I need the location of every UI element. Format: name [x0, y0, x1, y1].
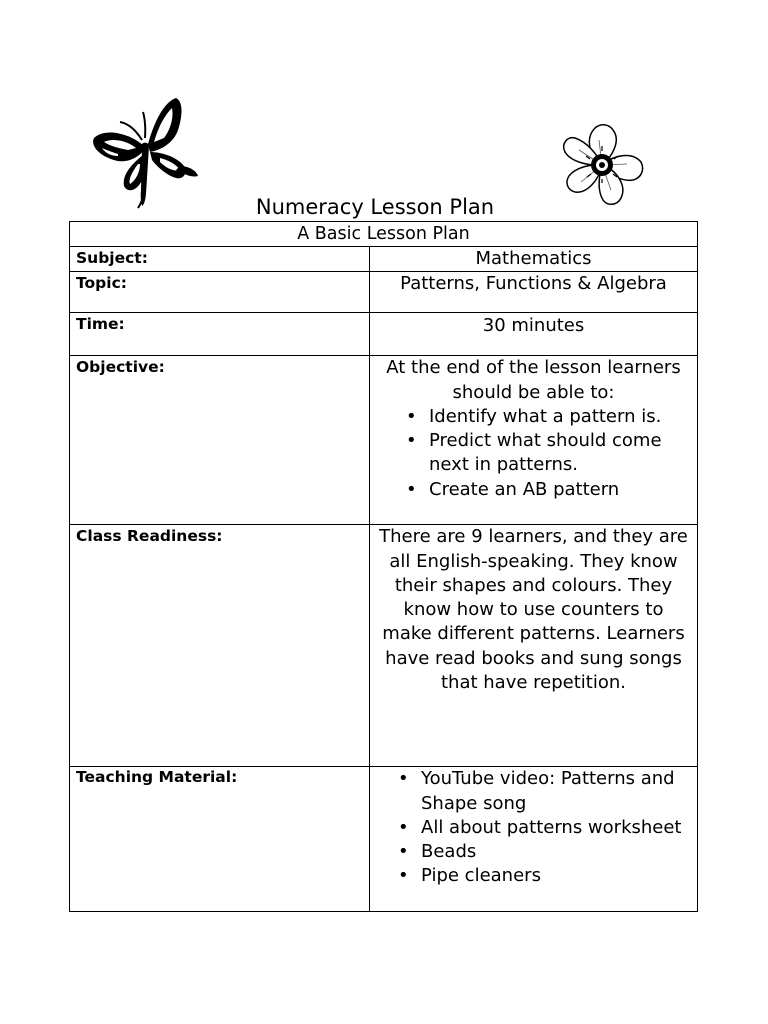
table-row: [70, 767, 698, 912]
readiness-label: Class Readiness:: [70, 525, 370, 767]
list-item: • Pipe cleaners: [376, 864, 691, 888]
material-label: Teaching Material:: [70, 767, 370, 912]
objective-label: Objective:: [70, 356, 370, 525]
lesson-plan-table: [69, 221, 698, 912]
table-subtitle: A Basic Lesson Plan: [70, 222, 698, 247]
list-item: • Beads: [376, 840, 691, 864]
list-item: • All about patterns worksheet: [376, 816, 691, 840]
list-item: • Identify what a pattern is.: [376, 405, 691, 429]
list-item: • Predict what should come next in patterns.: [376, 429, 691, 478]
objective-list: [376, 405, 691, 502]
subject-label: Subject:: [70, 247, 370, 272]
table-row: [70, 272, 698, 313]
material-cell: [370, 767, 698, 912]
objective-cell: [370, 356, 698, 525]
objective-intro: At the end of the lesson learners should be able to:: [386, 357, 681, 403]
table-row: [70, 222, 698, 247]
readiness-value: There are 9 learners, and they are all English-speaking. They know their shapes and colours. They know how to use counters to make different patterns. Learners have read books and sung songs that have repetition.: [370, 525, 698, 767]
time-value: 30 minutes: [370, 313, 698, 356]
table-row: [70, 313, 698, 356]
topic-label: Topic:: [70, 272, 370, 313]
time-label: Time:: [70, 313, 370, 356]
table-row: [70, 356, 698, 525]
table-row: [70, 247, 698, 272]
subject-value: Mathematics: [370, 247, 698, 272]
table-row: [70, 525, 698, 767]
list-item: • Create an AB pattern: [376, 478, 691, 502]
topic-value: Patterns, Functions & Algebra: [370, 272, 698, 313]
list-item: • YouTube video: Patterns and Shape song: [376, 767, 691, 816]
page-title: Numeracy Lesson Plan: [255, 195, 495, 219]
material-list: [376, 767, 691, 888]
